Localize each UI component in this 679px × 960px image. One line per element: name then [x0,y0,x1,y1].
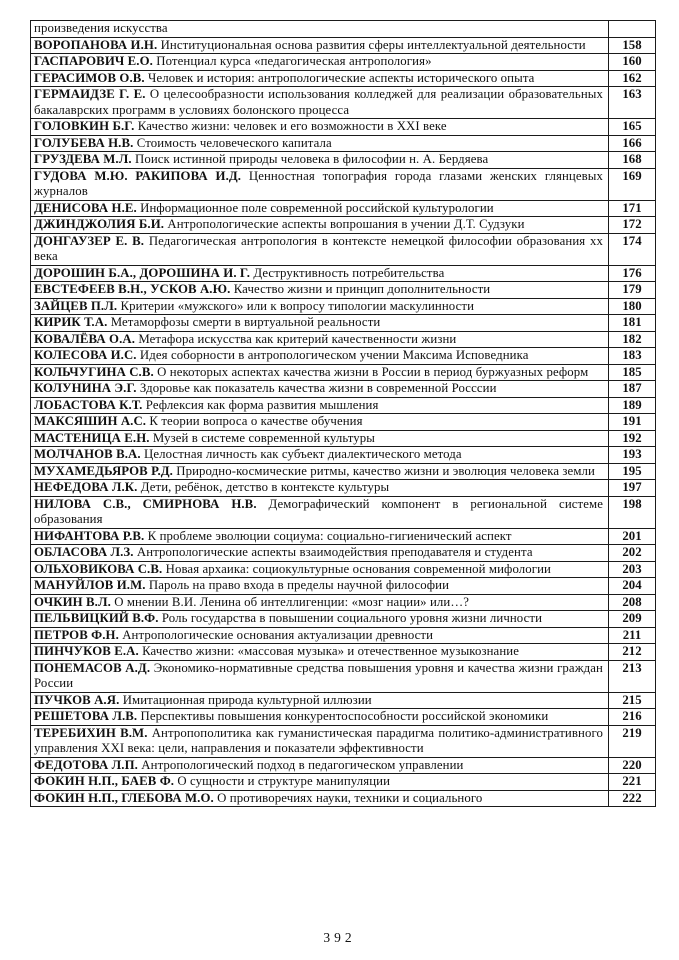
entry-title: Антропологические аспекты взаимодействия преподавателя и студента [136,545,533,559]
entry-title: Антропологические основания актуализации древности [122,627,434,642]
entry-title: О некоторых аспектах качества жизни в России в период буржуазных реформ [157,364,589,379]
toc-entry-text [31,168,609,200]
entry-title: Критерии «мужского» или к вопросу типологии маскулинности [120,298,475,313]
entry-title: Перспективы повышения конкурентоспособности российской экономики [140,709,549,723]
toc-row [31,790,656,807]
entry-title: О сущности и структуре манипуляции [177,774,391,788]
toc-row [31,217,656,234]
toc-entry-text [31,381,609,398]
toc-row [31,168,656,200]
entry-authors: ДЖИНДЖОЛИЯ Б.И. [34,217,165,231]
entry-authors: МОЛЧАНОВ В.А. [34,447,141,461]
toc-row [31,331,656,348]
toc-entry-text [31,21,609,38]
toc-row [31,348,656,365]
toc-entry-text [31,627,609,644]
entry-title: Потенциал курса «педагогическая антропология» [156,54,432,68]
entry-page-number: 179 [609,282,656,299]
toc-row [31,627,656,644]
entry-authors: ГАСПАРОВИЧ Е.О. [34,54,153,68]
entry-title: К теории вопроса о качестве обучения [149,414,363,428]
entry-title: О целесообразности использования колледжей для реализации образовательных бакалаврских программ в условиях болонского процесса [34,87,603,117]
toc-row [31,364,656,381]
entry-page-number: 185 [609,364,656,381]
entry-page-number: 212 [609,644,656,661]
entry-authors: ГРУЗДЕВА М.Л. [34,152,132,166]
page-footer [0,930,679,946]
entry-page-number: 220 [609,757,656,774]
entry-page-number: 201 [609,528,656,545]
entry-page-number: 208 [609,594,656,611]
toc-entry-text [31,528,609,545]
entry-title: Метафора искусства как критерий качественности жизни [138,331,457,346]
toc-table [30,20,656,807]
toc-row [31,54,656,71]
entry-authors: ПОНЕМАСОВ А.Д. [34,660,151,675]
entry-authors: ОБЛАСОВА Л.З. [34,545,134,559]
entry-authors: РЕШЕТОВА Л.В. [34,709,138,723]
entry-page-number: 209 [609,611,656,628]
toc-entry-text [31,331,609,348]
entry-page-number: 183 [609,348,656,365]
toc-entry-text [31,578,609,595]
entry-title: Демографический компонент в региональной системе образования [34,496,603,526]
toc-row [31,70,656,87]
toc-row [31,709,656,726]
entry-authors: ДЕНИСОВА Н.Е. [34,200,137,215]
entry-authors: МАНУЙЛОВ И.М. [34,578,146,592]
toc-entry-text [31,119,609,136]
toc-entry-text [31,757,609,774]
entry-page-number: 162 [609,70,656,87]
toc-row [31,496,656,528]
entry-title: Рефлексия как форма развития мышления [145,397,379,412]
entry-title: Качество жизни: человек и его возможности в XXI веке [137,119,447,133]
entry-page-number: 187 [609,381,656,398]
entry-page-number: 222 [609,790,656,807]
entry-authors: МАКСЯШИН А.С. [34,414,147,428]
entry-title: О противоречиях науки, техники и социального [217,790,483,805]
entry-page-number: 213 [609,660,656,692]
entry-title: Музей в системе современной культуры [152,430,375,445]
toc-entry-text [31,611,609,628]
entry-title: Целостная личность как субъект диалектического метода [144,447,462,461]
toc-entry-text [31,37,609,54]
entry-authors: ФЕДОТОВА Л.П. [34,757,138,772]
entry-authors: ГУДОВА М.Ю. РАКИПОВА И.Д. [34,168,242,183]
entry-page-number: 189 [609,397,656,414]
toc-entry-text [31,774,609,791]
entry-title: Поиск истинной природы человека в философии н. А. Бердяева [134,152,489,166]
toc-row [31,430,656,447]
toc-row [31,381,656,398]
entry-authors: ПУЧКОВ А.Я. [34,692,120,707]
footer-page-number: 392 [323,930,356,945]
toc-row [31,594,656,611]
toc-row [31,200,656,217]
toc-row [31,414,656,431]
entry-title: О мнении В.И. Ленина об интеллигенции: «мозг нации» или…? [114,594,470,609]
entry-authors: КОЛЬЧУГИНА С.В. [34,364,154,379]
entry-page-number: 182 [609,331,656,348]
toc-entry-text [31,70,609,87]
entry-authors: КИРИК Т.А. [34,315,108,329]
toc-entry-text [31,54,609,71]
toc-row [31,315,656,332]
toc-row [31,233,656,265]
entry-title: Педагогическая антропология в контексте немецкой философии образования хх века [34,233,603,263]
toc-row [31,578,656,595]
entry-page-number: 160 [609,54,656,71]
entry-title: Дети, ребёнок, детство в контексте культуры [140,480,390,494]
toc-row [31,528,656,545]
entry-page-number: 172 [609,217,656,234]
toc-row [31,87,656,119]
toc-row [31,611,656,628]
entry-authors: ПИНЧУКОВ Е.А. [34,644,139,658]
toc-entry-text [31,496,609,528]
toc-row [31,397,656,414]
entry-page-number: 203 [609,561,656,578]
toc-entry-text [31,348,609,365]
entry-page-number: 219 [609,725,656,757]
toc-row [31,774,656,791]
entry-title: Информационное поле современной российской культурологии [140,200,494,215]
entry-authors: КОВАЛЁВА О.А. [34,331,136,346]
entry-authors: ГОЛУБЕВА Н.В. [34,135,134,150]
entry-page-number: 191 [609,414,656,431]
entry-authors: ВОРОПАНОВА И.Н. [34,37,158,52]
entry-authors: ГОЛОВКИН Б.Г. [34,119,135,133]
toc-entry-text [31,233,609,265]
entry-title: Ценностная топография города глазами женских глянцевых журналов [34,168,604,198]
entry-authors: ФОКИН Н.П., ГЛЕБОВА М.О. [34,790,214,805]
entry-authors: НИЛОВА С.В., СМИРНОВА Н.В. [34,496,257,511]
toc-row [31,725,656,757]
entry-authors: ОЧКИН В.Л. [34,594,111,609]
entry-authors: ЕВСТЕФЕЕВ В.Н., УСКОВ А.Ю. [34,282,231,296]
entry-title: Человек и история: антропологические аспекты исторического опыта [148,70,535,85]
entry-title: Антропологический подход в педагогическом управлении [141,757,464,772]
toc-entry-text [31,315,609,332]
entry-title: Антропологические аспекты вопрошания в учении Д.Т. Судзуки [167,217,525,231]
entry-authors: ФОКИН Н.П., БАЕВ Ф. [34,774,175,788]
toc-entry-text [31,364,609,381]
toc-row [31,480,656,497]
entry-page-number: 176 [609,265,656,282]
toc-entry-text [31,709,609,726]
toc-entry-text [31,282,609,299]
entry-page-number [609,21,656,38]
toc-row [31,37,656,54]
entry-authors: МАСТЕНИЦА Е.Н. [34,430,150,445]
entry-authors: ГЕРАСИМОВ О.В. [34,70,145,85]
entry-page-number: 198 [609,496,656,528]
toc-entry-text [31,87,609,119]
entry-authors: ГЕРМАИДЗЕ Г. Е. [34,87,146,101]
entry-authors: МУХАМЕДЬЯРОВ Р.Д. [34,463,173,478]
entry-authors: ПЕТРОВ Ф.Н. [34,627,119,642]
entry-page-number: 181 [609,315,656,332]
toc-row [31,119,656,136]
toc-entry-text [31,430,609,447]
toc-row [31,282,656,299]
entry-page-number: 171 [609,200,656,217]
entry-authors: ДОРОШИН Б.А., ДОРОШИНА И. Г. [34,265,251,280]
toc-entry-text [31,265,609,282]
toc-entry-text [31,414,609,431]
entry-page-number: 211 [609,627,656,644]
toc-entry-text [31,200,609,217]
entry-authors: ЗАЙЦЕВ П.Л. [34,298,118,313]
toc-row [31,463,656,480]
entry-page-number: 169 [609,168,656,200]
entry-page-number: 197 [609,480,656,497]
entry-title: произведения искусства [34,21,168,35]
toc-row [31,644,656,661]
toc-row [31,757,656,774]
entry-title: Природно-космические ритмы, качество жизни и эволюция человека земли [176,463,595,478]
toc-entry-text [31,217,609,234]
toc-entry-text [31,480,609,497]
toc-row [31,447,656,464]
toc-row [31,265,656,282]
entry-title: Качество жизни: «массовая музыка» и отечественное музыкознание [142,644,520,658]
entry-title: Качество жизни и принцип дополнительности [233,282,491,296]
toc-entry-text [31,692,609,709]
entry-page-number: 221 [609,774,656,791]
toc-entry-text [31,545,609,562]
entry-authors: ДОНГАУЗЕР Е. В. [34,233,145,248]
entry-authors: НИФАНТОВА Р.В. [34,528,145,543]
entry-authors: КОЛЕСОВА И.С. [34,348,137,362]
entry-authors: ОЛЬХОВИКОВА С.В. [34,561,163,576]
toc-entry-text [31,725,609,757]
entry-page-number: 180 [609,298,656,315]
toc-entry-text [31,447,609,464]
toc-row [31,692,656,709]
entry-title: Институциональная основа развития сферы интеллектуальной деятельности [160,37,586,52]
entry-title: Деструктивность потребительства [253,265,445,280]
entry-page-number: 193 [609,447,656,464]
toc-entry-text [31,463,609,480]
entry-page-number: 165 [609,119,656,136]
entry-authors: ПЕЛЬВИЦКИЙ В.Ф. [34,611,159,625]
entry-page-number: 174 [609,233,656,265]
toc-entry-text [31,152,609,169]
entry-title: Здоровье как показатель качества жизни в современной Росссии [139,381,497,395]
toc-entry-text [31,644,609,661]
entry-page-number: 195 [609,463,656,480]
entry-title: Роль государства в повышении социального уровня жизни личности [161,611,543,625]
toc-entry-text [31,298,609,315]
entry-title: Стоимость человеческого капитала [136,135,332,150]
toc-row [31,561,656,578]
entry-title: Антропополитика как гуманистическая парадигма политико-административного управления XXI века: цели, направления и показатели эффективности [34,725,603,755]
toc-body [31,21,656,807]
entry-page-number: 215 [609,692,656,709]
entry-authors: ТЕРЕБИХИН В.М. [34,725,148,740]
toc-entry-text [31,790,609,807]
toc-entry-text [31,561,609,578]
entry-page-number: 166 [609,135,656,152]
entry-page-number: 216 [609,709,656,726]
toc-row [31,545,656,562]
entry-title: Имитационная природа культурной иллюзии [122,692,372,707]
toc-entry-text [31,135,609,152]
entry-title: Экономико-нормативные средства повышения уровня и качества жизни граждан России [34,660,603,690]
entry-page-number: 192 [609,430,656,447]
entry-page-number: 204 [609,578,656,595]
toc-row [31,660,656,692]
toc-row [31,21,656,38]
toc-entry-text [31,397,609,414]
toc-row [31,135,656,152]
entry-page-number: 168 [609,152,656,169]
entry-title: Метаморфозы смерти в виртуальной реальности [110,315,381,329]
toc-entry-text [31,594,609,611]
entry-page-number: 163 [609,87,656,119]
toc-row [31,298,656,315]
entry-authors: КОЛУНИНА Э.Г. [34,381,137,395]
entry-page-number: 158 [609,37,656,54]
toc-row [31,152,656,169]
entry-title: Идея соборности в антропологическом учении Максима Исповедника [139,348,529,362]
entry-page-number: 202 [609,545,656,562]
entry-title: Пароль на право входа в пределы научной философии [148,578,450,592]
entry-title: Новая архаика: социокультурные основания современной мифологии [165,561,552,576]
entry-authors: ЛОБАСТОВА К.Т. [34,397,143,412]
entry-authors: НЕФЕДОВА Л.К. [34,480,138,494]
toc-entry-text [31,660,609,692]
entry-title: К проблеме эволюции социума: социально-гигиенический аспект [147,528,512,543]
